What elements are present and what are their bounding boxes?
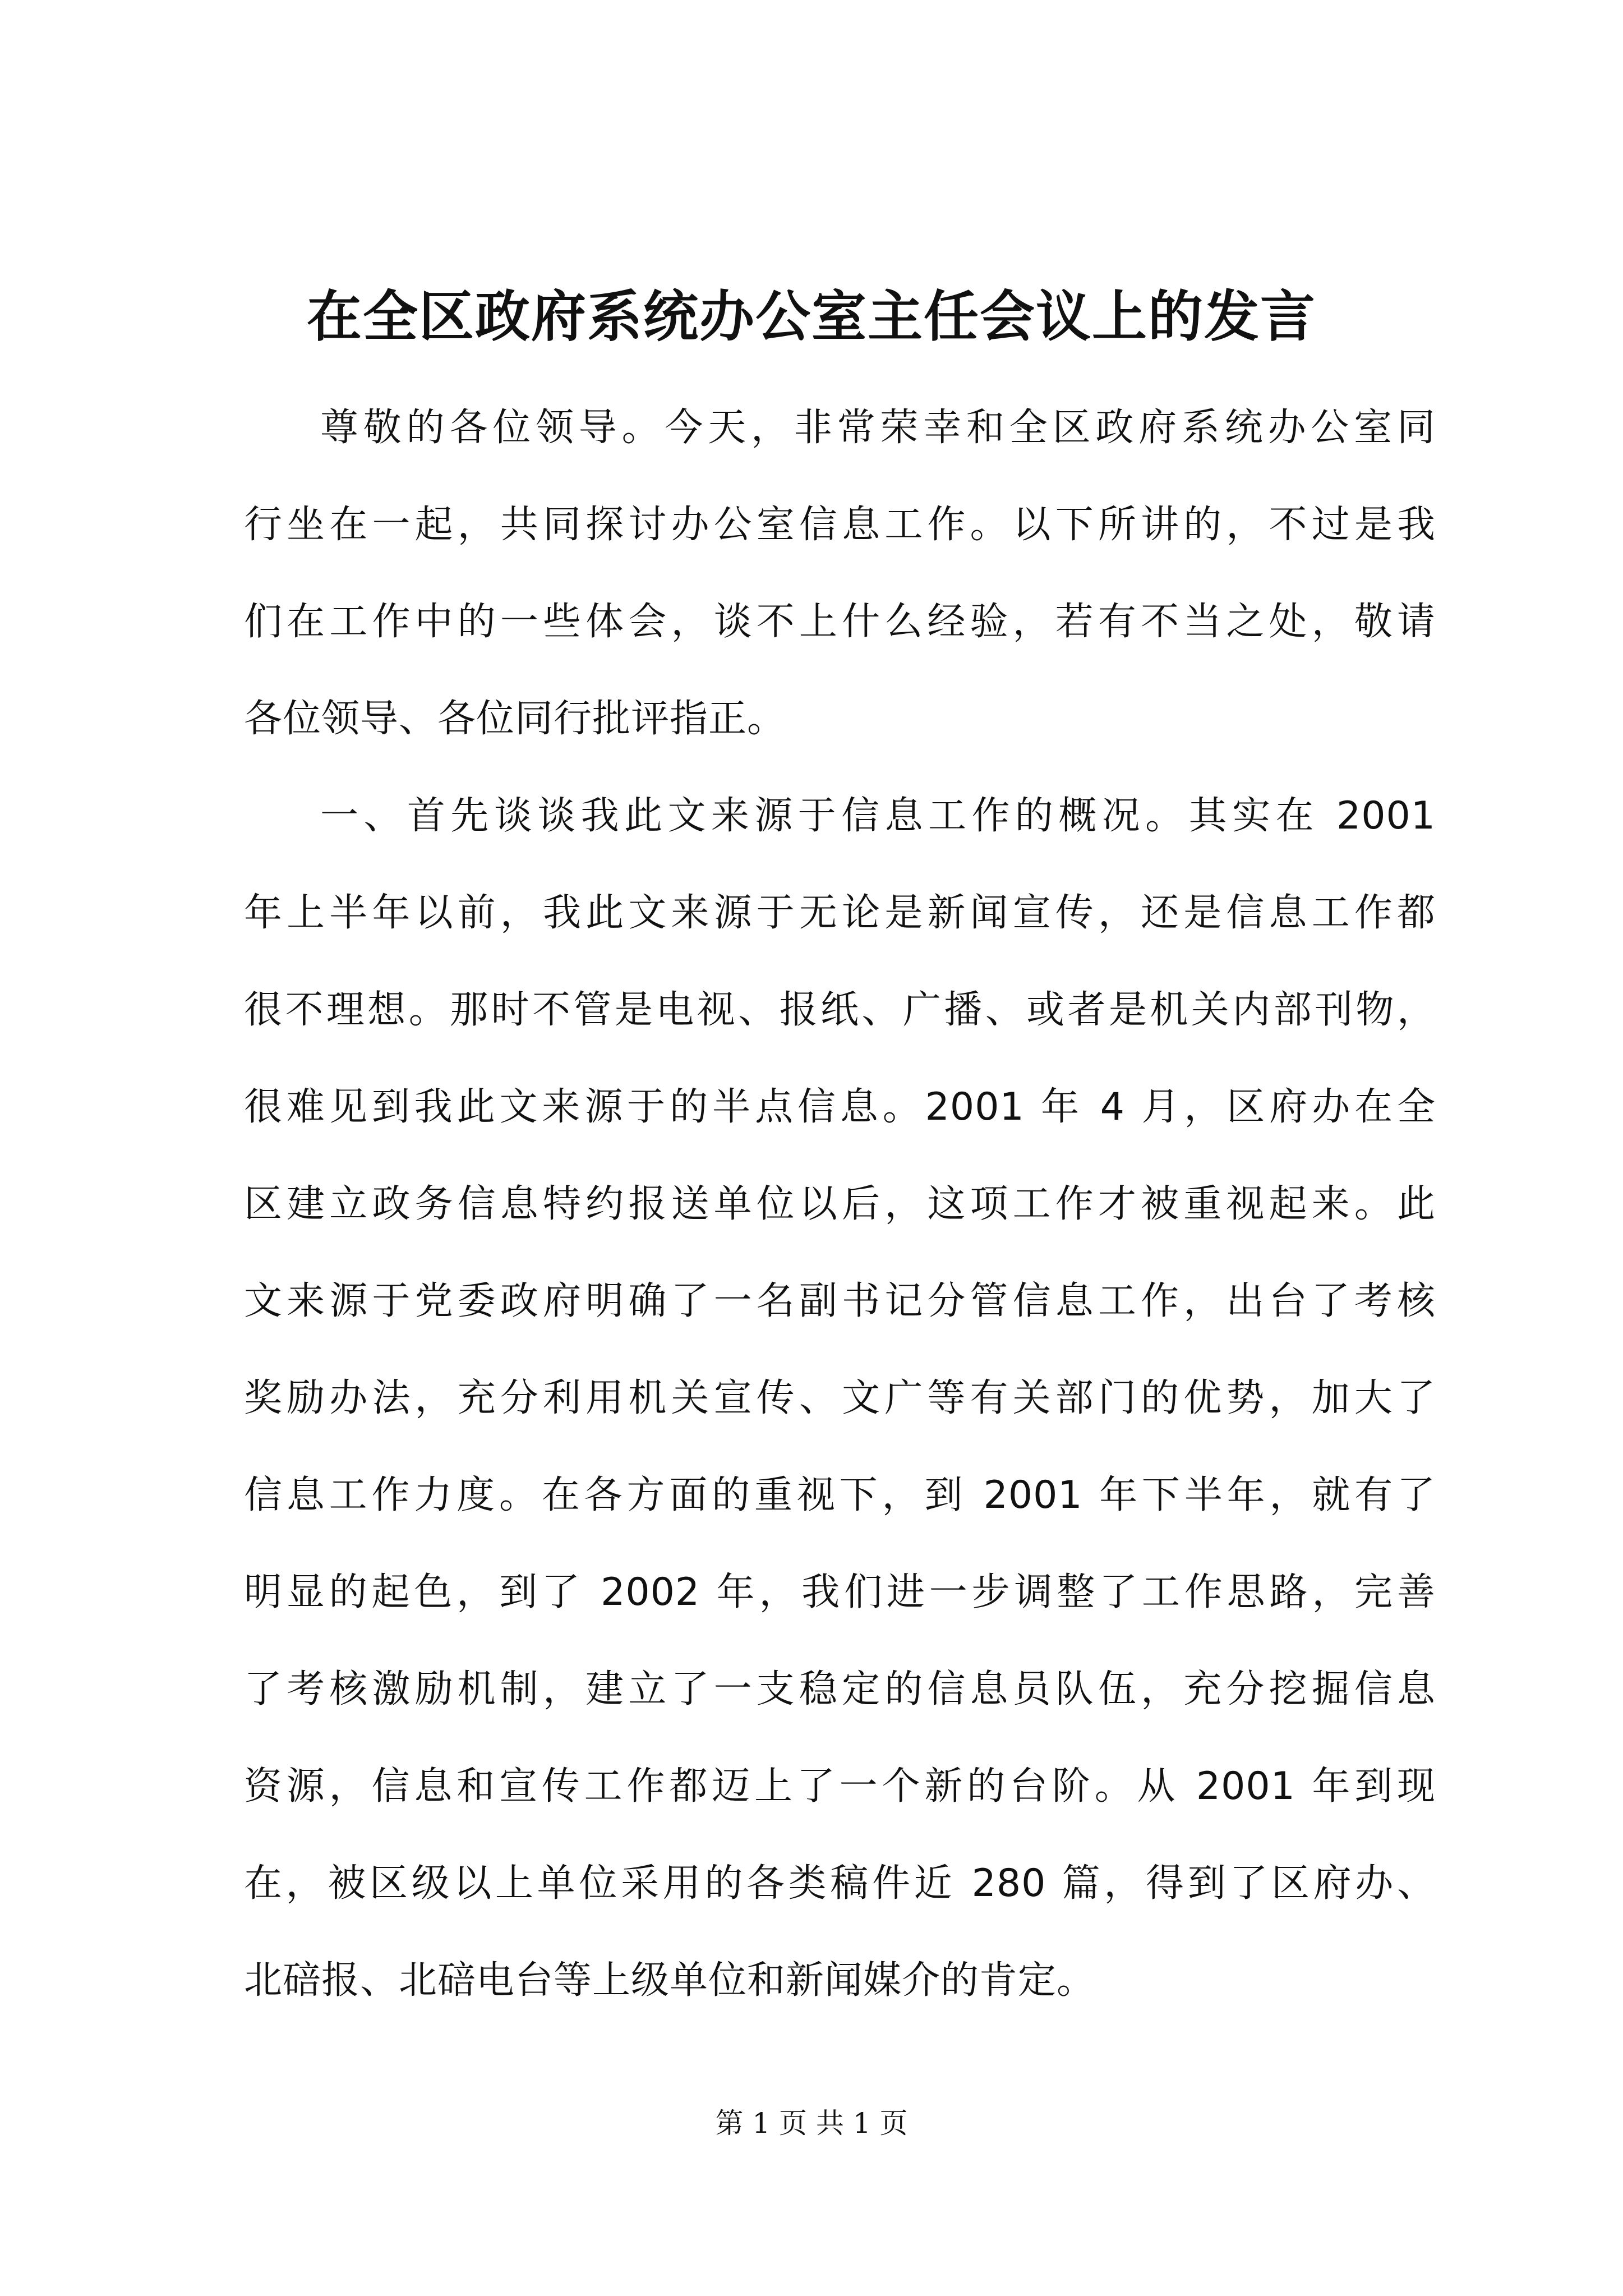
document-title: 在全区政府系统办公室主任会议上的发言 xyxy=(306,284,1316,349)
paragraph-line: 在，被区级以上单位采用的各类稿件近 280 篇，得到了区府办、 xyxy=(244,1861,1436,1906)
paragraph-line: 奖励办法，充分利用机关宣传、文广等有关部门的优势，加大了 xyxy=(244,1376,1436,1420)
paragraph-line: 尊敬的各位领导。今天，非常荣幸和全区政府系统办公室同 xyxy=(320,406,1436,450)
paragraph-line: 行坐在一起，共同探讨办公室信息工作。以下所讲的，不过是我 xyxy=(244,503,1436,547)
document-body xyxy=(244,379,1436,2029)
paragraph-line: 了考核激励机制，建立了一支稳定的信息员队伍，充分挖掘信息 xyxy=(244,1667,1436,1711)
paragraph-line: 年上半年以前，我此文来源于无论是新闻宣传，还是信息工作都 xyxy=(244,891,1436,935)
paragraph-line: 明显的起色，到了 2002 年，我们进一步调整了工作思路，完善 xyxy=(244,1570,1436,1614)
paragraph-line: 信息工作力度。在各方面的重视下，到 2001 年下半年，就有了 xyxy=(244,1473,1436,1517)
page-footer: 第 1 页 共 1 页 xyxy=(715,2107,908,2139)
paragraph-line: 资源，信息和宣传工作都迈上了一个新的台阶。从 2001 年到现 xyxy=(244,1764,1436,1809)
paragraph-line: 很难见到我此文来源于的半点信息。2001 年 4 月，区府办在全 xyxy=(244,1085,1436,1129)
paragraph-line: 文来源于党委政府明确了一名副书记分管信息工作，出台了考核 xyxy=(244,1279,1436,1323)
paragraph-line: 区建立政务信息特约报送单位以后，这项工作才被重视起来。此 xyxy=(244,1182,1436,1226)
paragraph-line: 们在工作中的一些体会，谈不上什么经验，若有不当之处，敬请 xyxy=(244,600,1436,644)
paragraph-greeting xyxy=(244,379,1436,767)
paragraph-line: 一、首先谈谈我此文来源于信息工作的概况。其实在 2001 xyxy=(320,794,1436,838)
paragraph-section-one xyxy=(244,767,1436,2029)
paragraph-line: 北碚报、北碚电台等上级单位和新闻媒介的肯定。 xyxy=(244,1958,1096,2003)
paragraph-line: 很不理想。那时不管是电视、报纸、广播、或者是机关内部刊物， xyxy=(244,988,1436,1032)
paragraph-line: 各位领导、各位同行批评指正。 xyxy=(244,697,786,741)
